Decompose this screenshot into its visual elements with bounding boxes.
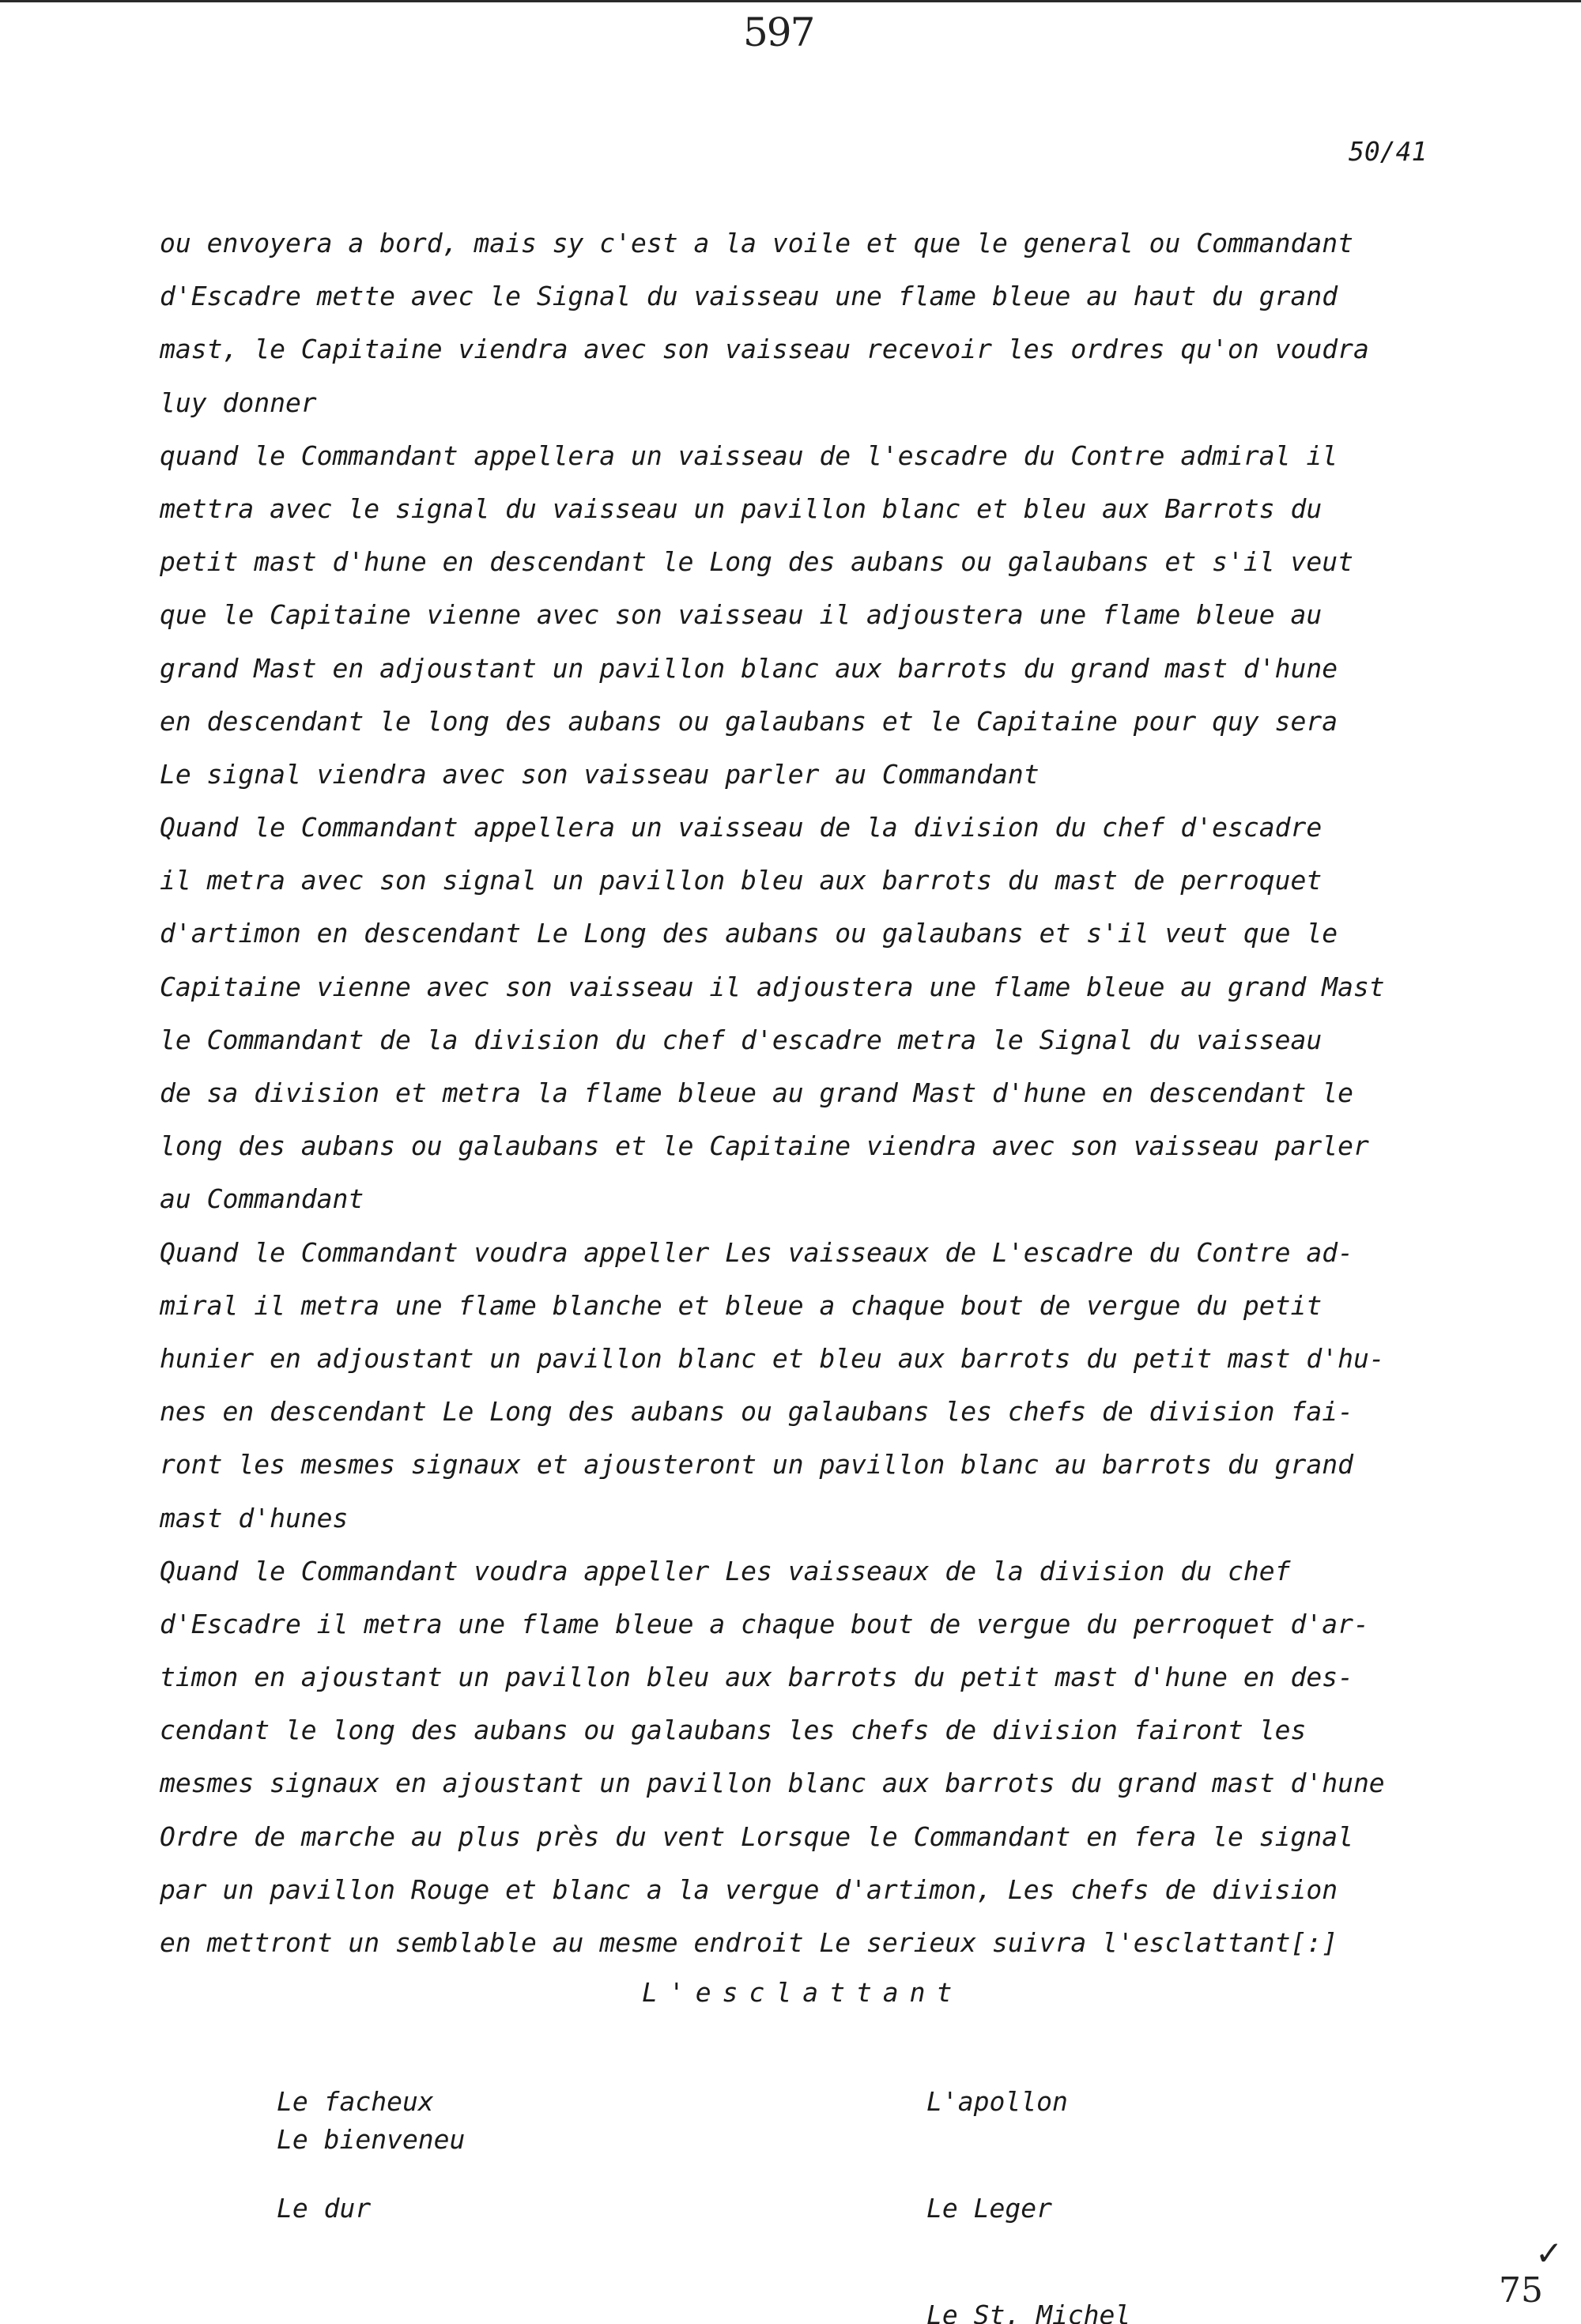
body-line: ront les mesmes signaux et ajousteront un pavillon blanc au barrots du grand bbox=[160, 1449, 1353, 1481]
ship-name: L'apollon bbox=[926, 2086, 1068, 2117]
ship-name: Le Leger bbox=[926, 2193, 1052, 2224]
body-text bbox=[160, 217, 1472, 1969]
body-line: mast d'hunes bbox=[160, 1502, 349, 1534]
body-line: mast, le Capitaine viendra avec son vaisseau recevoir les ordres qu'on voudra bbox=[160, 334, 1369, 365]
body-line: d'Escadre il metra une flame bleue a chaque bout de vergue du perroquet d'ar- bbox=[160, 1608, 1369, 1639]
top-border-rule bbox=[0, 0, 1581, 2]
body-line: par un pavillon Rouge et blanc a la vergue d'artimon, Les chefs de division bbox=[160, 1873, 1338, 1905]
body-line: en descendant le long des aubans ou galaubans et le Capitaine pour quy sera bbox=[160, 705, 1338, 737]
body-line: hunier en adjoustant un pavillon blanc et bleu aux barrots du petit mast d'hu- bbox=[160, 1342, 1385, 1374]
body-line: il metra avec son signal un pavillon bleu aux barrots du mast de perroquet bbox=[160, 865, 1323, 896]
body-line: miral il metra une flame blanche et bleue a chaque bout de vergue du petit bbox=[160, 1289, 1323, 1321]
body-line: d'Escadre mette avec le Signal du vaisseau une flame bleue au haut du grand bbox=[160, 281, 1338, 312]
check-mark-icon: ✓ bbox=[1535, 2234, 1564, 2273]
ship-name: Le St. Michel bbox=[926, 2299, 1131, 2324]
body-line: mesmes signaux en ajoustant un pavillon blanc aux barrots du grand mast d'hune bbox=[160, 1768, 1385, 1799]
body-line: Quand le Commandant voudra appeller Les vaisseaux de la division du chef bbox=[160, 1555, 1291, 1586]
body-line: cendant le long des aubans ou galaubans les chefs de division fairont les bbox=[160, 1715, 1307, 1746]
body-line: le Commandant de la division du chef d'escadre metra le Signal du vaisseau bbox=[160, 1024, 1323, 1055]
ship-name-last: Le bienveneu bbox=[277, 2124, 466, 2155]
body-line: Quand le Commandant appellera un vaisseau de la division du chef d'escadre bbox=[160, 812, 1323, 843]
body-line: luy donner bbox=[160, 387, 317, 418]
ship-list-right bbox=[926, 2013, 1130, 2324]
ship-name: Le dur bbox=[277, 2193, 372, 2224]
body-line: de sa division et metra la flame bleue au grand Mast d'hune en descendant le bbox=[160, 1077, 1353, 1108]
body-line: en mettront un semblable au mesme endroit Le serieux suivra l'esclattant[:] bbox=[160, 1927, 1338, 1958]
body-line: grand Mast en adjoustant un pavillon blanc aux barrots du grand mast d'hune bbox=[160, 652, 1338, 684]
body-line: au Commandant bbox=[160, 1183, 364, 1215]
body-line: Le signal viendra avec son vaisseau parler au Commandant bbox=[160, 758, 1040, 790]
body-line: mettra avec le signal du vaisseau un pavillon blanc et bleu aux Barrots du bbox=[160, 492, 1323, 524]
body-line: ou envoyera a bord, mais sy c'est a la voile et que le general ou Commandant bbox=[160, 228, 1353, 258]
handwritten-page-number: 597 bbox=[743, 9, 814, 55]
body-line: quand le Commandant appellera un vaisseau de l'escadre du Contre admiral il bbox=[160, 440, 1338, 471]
body-line: nes en descendant Le Long des aubans ou galaubans les chefs de division fai- bbox=[160, 1396, 1353, 1428]
body-line: Capitaine vienne avec son vaisseau il adjoustera une flame bleue au grand Mast bbox=[160, 971, 1385, 1002]
page-number: 50/41 bbox=[1349, 136, 1428, 167]
body-line: d'artimon en descendant Le Long des aubans ou galaubans et s'il veut que le bbox=[160, 918, 1338, 949]
body-line: que le Capitaine vienne avec son vaisseau il adjoustera une flame bleue au bbox=[160, 599, 1323, 631]
ship-list-heading: L'esclattant bbox=[642, 1977, 964, 2008]
handwritten-bottom-number: 75 bbox=[1499, 2270, 1543, 2311]
body-line: long des aubans ou galaubans et le Capitaine viendra avec son vaisseau parler bbox=[160, 1130, 1369, 1162]
body-line: Quand le Commandant voudra appeller Les vaisseaux de L'escadre du Contre ad- bbox=[160, 1236, 1353, 1268]
body-line: timon en ajoustant un pavillon bleu aux barrots du petit mast d'hune en des- bbox=[160, 1662, 1353, 1693]
ship-name: Le facheux bbox=[277, 2086, 434, 2117]
body-line: Ordre de marche au plus près du vent Lorsque le Commandant en fera le signal bbox=[160, 1820, 1353, 1852]
body-line: petit mast d'hune en descendant le Long des aubans ou galaubans et s'il veut bbox=[160, 546, 1353, 578]
